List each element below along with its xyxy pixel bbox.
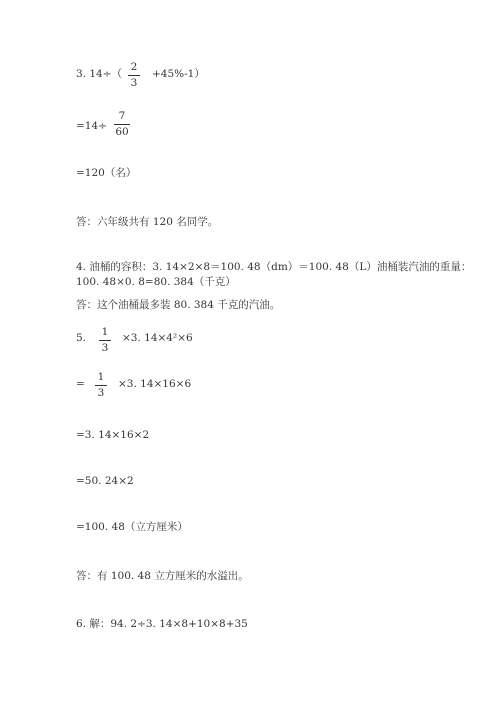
problem-5-step-1-prefix: = — [76, 378, 85, 390]
fraction-bar — [99, 340, 111, 341]
answer-4: 答：这个油桶最多装 80. 384 千克的汽油。 — [76, 299, 281, 311]
answer-5: 答：有 100. 48 立方厘米的水溢出。 — [76, 570, 249, 582]
fraction-one-third — [95, 371, 107, 400]
problem-5-step-1-expression: ×3. 14×16×6 — [118, 378, 192, 390]
fraction-numerator: 7 — [118, 110, 126, 122]
fraction-two-thirds — [128, 61, 140, 90]
fraction-numerator: 2 — [130, 61, 138, 73]
fraction-numerator: 1 — [97, 371, 105, 383]
problem-6-line-1: 6. 解：94. 2÷3. 14×8+10×8+35 — [76, 618, 248, 630]
problem-4-line-1: 4. 油桶的容积：3. 14×2×8＝100. 48（dm）＝100. 48（L）油桶装汽油的重量： — [76, 261, 472, 273]
line-1-suffix: +45%-1） — [152, 68, 205, 80]
fraction-bar — [128, 75, 140, 76]
line-3: =120（名） — [76, 167, 137, 179]
fraction-bar — [95, 385, 107, 386]
fraction-seven-sixtieths — [114, 110, 130, 139]
fraction-denominator: 3 — [97, 387, 105, 399]
problem-5-number: 5. — [76, 332, 87, 344]
fraction-bar — [114, 124, 130, 125]
fraction-denominator: 3 — [101, 342, 109, 354]
fraction-denominator: 3 — [130, 77, 138, 89]
problem-5-step-3: =50. 24×2 — [76, 475, 134, 487]
fraction-one-third — [99, 326, 111, 355]
answer-1: 答：六年级共有 120 名同学。 — [76, 216, 219, 228]
problem-4-line-2: 100. 48×0. 8=80. 384（千克） — [76, 276, 236, 288]
fraction-numerator: 1 — [101, 326, 109, 338]
fraction-denominator: 60 — [115, 126, 129, 138]
problem-5-step-2: =3. 14×16×2 — [76, 429, 150, 441]
line-1-prefix: 3. 14÷（ — [76, 68, 123, 80]
problem-5-expression: ×3. 14×4²×6 — [122, 332, 193, 344]
line-2-prefix: =14÷ — [76, 120, 107, 132]
problem-5-step-4: =100. 48（立方厘米） — [76, 521, 188, 533]
